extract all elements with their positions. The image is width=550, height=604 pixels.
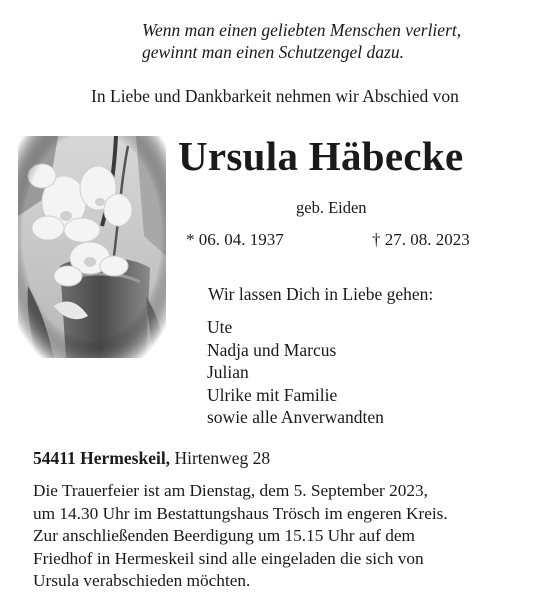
death-date: † 27. 08. 2023 — [372, 230, 470, 249]
address-street: Hirtenweg 28 — [174, 448, 271, 468]
notice-line: Die Trauerfeier ist am Dienstag, dem 5. September 2023, — [33, 481, 428, 500]
intro-text: In Liebe und Dankbarkeit nehmen wir Abschied von — [91, 86, 459, 106]
address-city: 54411 Hermeskeil, — [33, 448, 171, 468]
mourner-item: sowie alle Anverwandten — [207, 407, 384, 428]
notice-line: Ursula verabschieden möchten. — [33, 571, 251, 590]
address — [33, 448, 270, 469]
quote-line-2: gewinnt man einen Schutzengel dazu. — [142, 42, 404, 62]
mourner-item: Ute — [207, 317, 233, 337]
orchid-photo — [18, 136, 166, 358]
deceased-name: Ursula Häbecke — [178, 133, 464, 179]
mourner-item: Ulrike mit Familie — [207, 384, 338, 405]
notice-line: Zur anschließenden Beerdigung um 15.15 Uhr auf dem — [33, 526, 416, 545]
birth-date: * 06. 04. 1937 — [186, 230, 284, 249]
funeral-notice — [33, 480, 448, 593]
notice-line: um 14.30 Uhr im Bestattungshaus Trösch im engeren Kreis. — [33, 503, 448, 523]
mourner-item: Nadja und Marcus — [207, 339, 337, 360]
quote-line-1: Wenn man einen geliebten Menschen verliert, — [142, 20, 462, 40]
farewell-text: Wir lassen Dich in Liebe gehen: — [208, 284, 434, 304]
mourner-item: Julian — [207, 362, 249, 383]
notice-line: Friedhof in Hermeskeil sind alle eingeladen die sich von — [33, 548, 424, 568]
maiden-name: geb. Eiden — [296, 198, 367, 217]
mourners-list — [207, 316, 384, 429]
